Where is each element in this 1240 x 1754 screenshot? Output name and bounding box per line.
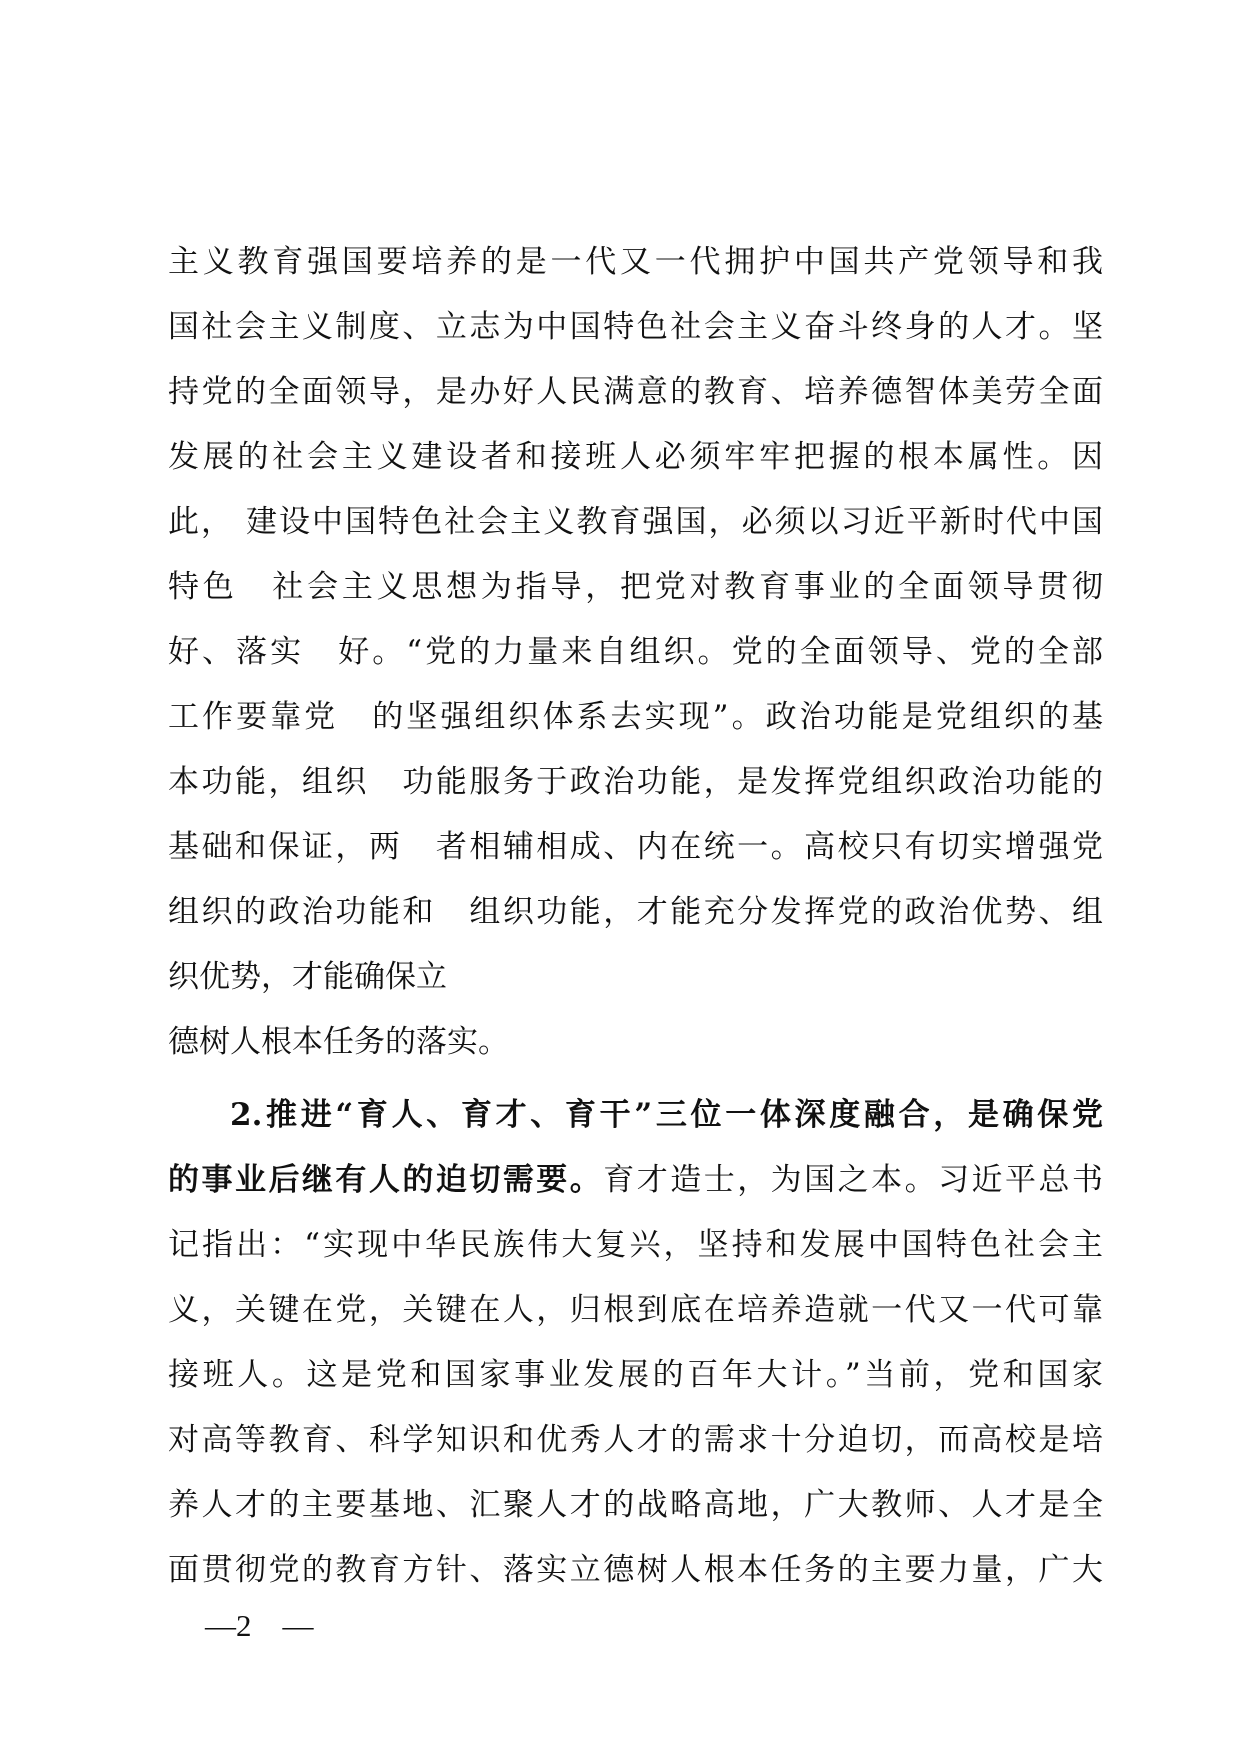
text-line: 特色 社会主义思想为指导，把党对教育事业的全面领导贯彻 [168,569,1103,605]
text-line [168,1148,1103,1213]
text-line: 此， 建设中国特色社会主义教育强国，必须以习近平新时代中国 [168,504,1103,540]
text-run: 育才造士，为国之本。习近平总书 [603,1162,1104,1198]
text-line: 组织的政治功能和 组织功能，才能充分发挥党的政治优势、组 [168,894,1103,930]
text-line: 接班人。这是党和国家事业发展的百年大计。”当前，党和国家 [168,1357,1103,1393]
text-line: 工作要靠党 的坚强组织体系去实现”。政治功能是党组织的基 [168,699,1103,735]
text-line: 持党的全面领导，是办好人民满意的教育、培养德智体美劳全面 [168,374,1103,410]
text-line: 织优势，才能确保立 [168,959,447,995]
section-heading: 2.推进“育人、育才、育干”三位一体深度融合，是确保党 [230,1097,1103,1133]
text-line: 本功能，组织 功能服务于政治功能，是发挥党组织政治功能的 [168,764,1103,800]
text-line: 面贯彻党的教育方针、落实立德树人根本任务的主要力量，广大 [168,1552,1103,1588]
text-line: 国社会主义制度、立志为中国特色社会主义奋斗终身的人才。坚 [168,309,1103,345]
text-line: 好、落实 好。“党的力量来自组织。党的全面领导、党的全部 [168,634,1103,670]
text-line: 记指出：“实现中华民族伟大复兴，坚持和发展中国特色社会主 [168,1227,1103,1263]
section-heading-continued: 的事业后继有人的迫切需要。 [168,1162,604,1198]
text-line: 基础和保证，两 者相辅相成、内在统一。高校只有切实增强党 [168,829,1103,865]
text-line: 发展的社会主义建设者和接班人必须牢牢把握的根本属性。因 [168,439,1103,475]
text-line: 义，关键在党，关键在人，归根到底在培养造就一代又一代可靠 [168,1292,1103,1328]
text-line: 主义教育强国要培养的是一代又一代拥护中国共产党领导和我 [168,244,1103,280]
paragraph-1 [168,230,1103,1075]
page-number: —2 — [205,1608,314,1643]
document-body [168,230,1103,1603]
text-line: 对高等教育、科学知识和优秀人才的需求十分迫切，而高校是培 [168,1422,1103,1458]
text-line: 德树人根本任务的落实。 [168,1024,509,1060]
paragraph-2 [168,1083,1103,1603]
text-line: 养人才的主要基地、汇聚人才的战略高地，广大教师、人才是全 [168,1487,1103,1523]
